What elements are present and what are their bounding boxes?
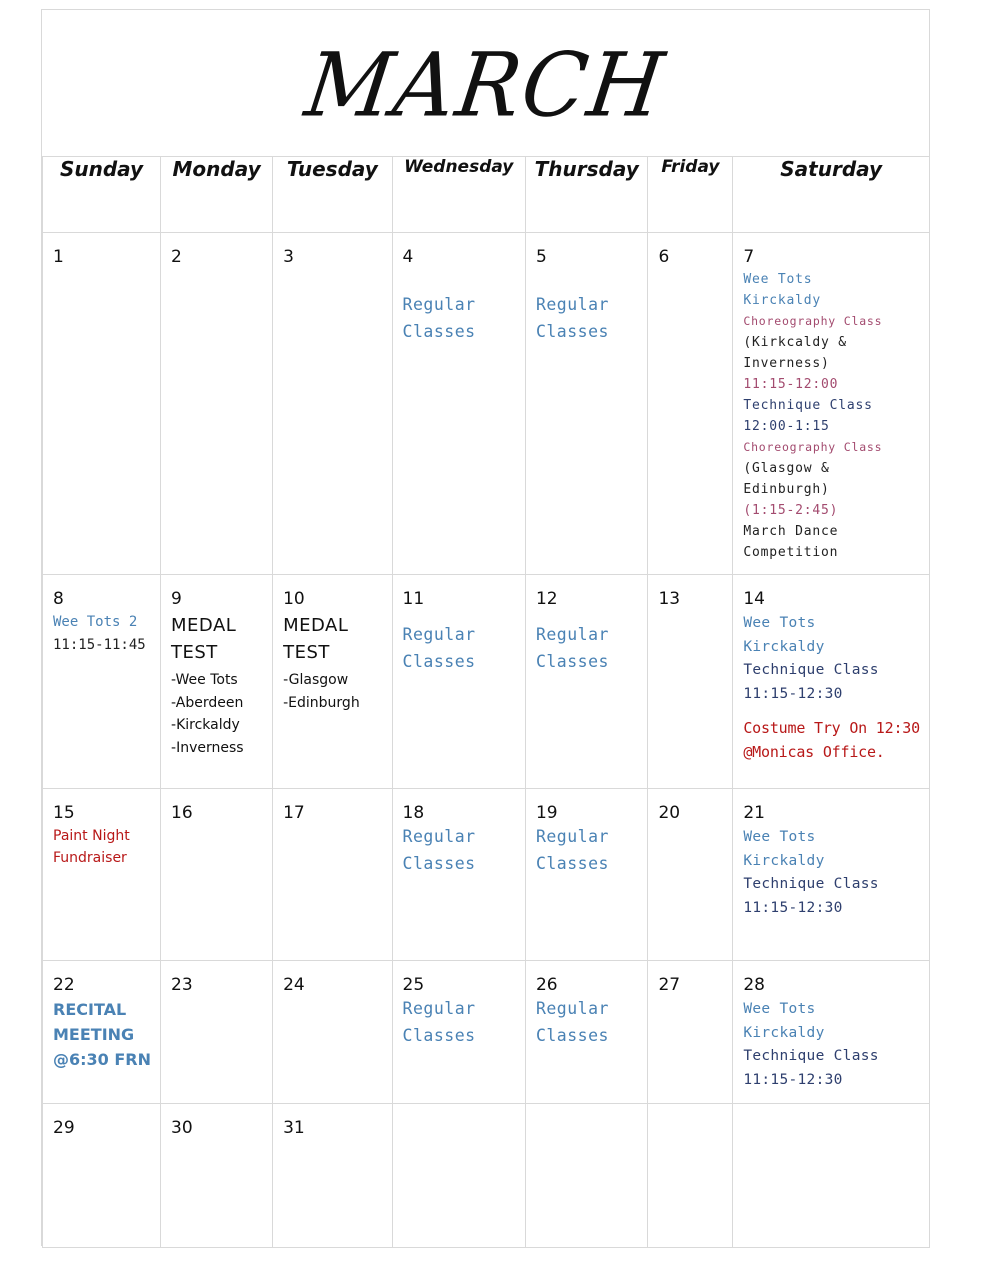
day-number: 2	[171, 247, 182, 267]
day-cell	[733, 789, 930, 961]
regular-classes-event: Regular Classes	[535, 625, 609, 671]
weekday-thursday: Thursday	[525, 157, 648, 233]
day-cell	[161, 233, 273, 575]
day-cell	[43, 961, 161, 1104]
day-number: 8	[53, 589, 64, 609]
day-cell	[525, 789, 648, 961]
day-cell	[648, 789, 733, 961]
day-cell	[273, 575, 392, 789]
weekday-saturday: Saturday	[733, 157, 930, 233]
day-number: 17	[283, 803, 305, 823]
day-cell	[392, 233, 525, 575]
day-number: 1	[53, 247, 64, 267]
regular-classes-event: Regular Classes	[402, 827, 476, 873]
day-number: 23	[171, 975, 193, 995]
day-number: 20	[658, 803, 681, 823]
day-number: 3	[283, 247, 294, 267]
day-number: 15	[53, 803, 75, 823]
day-cell	[733, 961, 930, 1104]
medal-test-event: MEDAL TEST -Glasgow -Edinburgh	[283, 615, 360, 711]
empty-day-cell	[733, 1104, 930, 1248]
saturday-events: Wee Tots Kirckaldy Technique Class 11:15-12:30	[743, 829, 879, 916]
day-cell	[273, 1104, 392, 1248]
empty-day-cell	[525, 1104, 648, 1248]
empty-day-cell	[392, 1104, 525, 1248]
weekday-friday: Friday	[648, 157, 733, 233]
day-number: 28	[743, 975, 765, 995]
day-number: 16	[171, 803, 193, 823]
day-cell	[43, 233, 161, 575]
weekday-header-row	[43, 157, 930, 233]
week-row	[43, 575, 930, 789]
day-cell	[161, 789, 273, 961]
calendar-grid	[42, 156, 930, 1248]
day-number: 9	[171, 589, 182, 609]
day-number: 10	[283, 589, 305, 609]
saturday-events: Wee Tots Kirckaldy Choreography Class (Kirkcaldy & Inverness) 11:15-12:00 Technique Class 12:00-1:15 Choreography Class (Glasgow & Edinburgh) (1:15-2:45) March Dance Competition	[743, 272, 883, 560]
wee-tots-2-event: Wee Tots 2 11:15-11:45	[53, 614, 146, 653]
regular-classes-event: Regular Classes	[402, 625, 476, 671]
day-number: 27	[658, 975, 681, 995]
empty-day-cell	[648, 1104, 733, 1248]
day-number: 13	[658, 589, 681, 609]
weekday-wednesday: Wednesday	[392, 157, 525, 233]
weekday-sunday: Sunday	[43, 157, 161, 233]
costume-try-on-event: Costume Try On 12:30 @Monicas Office.	[743, 719, 920, 761]
paint-night-event: Paint Night Fundraiser	[53, 828, 130, 866]
day-cell	[648, 233, 733, 575]
day-number: 11	[402, 589, 425, 609]
weekday-monday: Monday	[161, 157, 273, 233]
regular-classes-event: Regular Classes	[535, 999, 609, 1045]
regular-classes-event: Regular Classes	[535, 827, 609, 873]
day-cell	[161, 961, 273, 1104]
day-number: 21	[743, 803, 765, 823]
recital-meeting-event: RECITAL MEETING @6:30 FRN	[53, 1000, 152, 1069]
day-number: 30	[171, 1118, 193, 1138]
day-cell	[733, 575, 930, 789]
day-number: 19	[535, 803, 558, 823]
week-row	[43, 789, 930, 961]
day-cell	[392, 575, 525, 789]
regular-classes-event: Regular Classes	[402, 999, 476, 1045]
week-row	[43, 1104, 930, 1248]
day-number: 12	[535, 589, 558, 609]
regular-classes-event: Regular Classes	[402, 295, 476, 341]
day-number: 5	[535, 247, 547, 267]
day-cell	[161, 1104, 273, 1248]
day-cell	[525, 233, 648, 575]
day-number: 22	[53, 975, 75, 995]
saturday-events: Wee Tots Kirckaldy Technique Class 11:15-12:30	[743, 1001, 879, 1088]
day-number: 18	[402, 803, 425, 823]
weekday-tuesday: Tuesday	[273, 157, 392, 233]
day-cell	[43, 789, 161, 961]
day-cell	[273, 961, 392, 1104]
week-row	[43, 233, 930, 575]
medal-test-event: MEDAL TEST -Wee Tots -Aberdeen -Kirckaldy -Inverness	[171, 615, 244, 756]
day-cell	[733, 233, 930, 575]
calendar	[41, 9, 930, 1246]
day-number: 14	[743, 589, 765, 609]
day-number: 4	[402, 247, 414, 267]
week-row	[43, 961, 930, 1104]
day-number: 31	[283, 1118, 305, 1138]
day-number: 24	[283, 975, 305, 995]
day-number: 7	[743, 247, 755, 267]
regular-classes-event: Regular Classes	[535, 295, 609, 341]
day-cell	[648, 961, 733, 1104]
month-title: MARCH	[42, 10, 930, 156]
saturday-events: Wee Tots Kirckaldy Technique Class 11:15-12:30	[743, 615, 879, 702]
day-cell	[273, 233, 392, 575]
day-cell	[392, 789, 525, 961]
day-cell	[43, 575, 161, 789]
day-cell	[525, 961, 648, 1104]
day-cell	[392, 961, 525, 1104]
day-number: 29	[53, 1118, 75, 1138]
day-cell	[525, 575, 648, 789]
day-cell	[161, 575, 273, 789]
day-number: 6	[658, 247, 670, 267]
day-number: 25	[402, 975, 425, 995]
day-number: 26	[535, 975, 558, 995]
day-cell	[43, 1104, 161, 1248]
day-cell	[648, 575, 733, 789]
day-cell	[273, 789, 392, 961]
